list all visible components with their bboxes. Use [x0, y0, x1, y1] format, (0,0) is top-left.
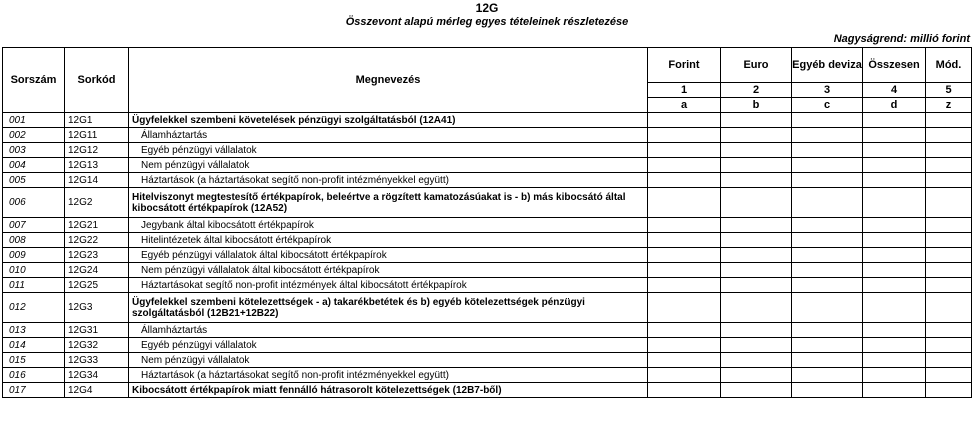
value-cell-forint[interactable]	[648, 173, 721, 188]
value-cell-mod[interactable]	[926, 353, 972, 368]
value-cell-mod[interactable]	[926, 368, 972, 383]
table-row	[3, 188, 972, 218]
table-row	[3, 263, 972, 278]
row-serial: 006	[3, 188, 65, 218]
row-name: Hitelviszonyt megtestesítő értékpapírok, beleértve a rögzített kamatozásúakat is - b) más kibocsátó által kibocsátott értékpapírok (12A52)	[129, 188, 648, 218]
col-header-code: Sorkód	[65, 48, 129, 113]
row-code: 12G3	[65, 293, 129, 323]
value-cell-total[interactable]	[863, 248, 926, 263]
column-letter-cell: z	[926, 98, 972, 113]
row-serial: 007	[3, 218, 65, 233]
row-code: 12G34	[65, 368, 129, 383]
value-cell-other-currency[interactable]	[792, 323, 863, 338]
value-cell-mod[interactable]	[926, 278, 972, 293]
row-name: Nem pénzügyi vállalatok által kibocsátott értékpapírok	[129, 263, 648, 278]
value-cell-forint[interactable]	[648, 128, 721, 143]
row-code: 12G13	[65, 158, 129, 173]
row-code: 12G31	[65, 323, 129, 338]
col-header-other-currency: Egyéb deviza	[792, 48, 863, 83]
row-code: 12G33	[65, 353, 129, 368]
value-cell-total[interactable]	[863, 128, 926, 143]
value-cell-mod[interactable]	[926, 218, 972, 233]
value-cell-forint[interactable]	[648, 338, 721, 353]
value-cell-other-currency[interactable]	[792, 128, 863, 143]
column-letter-cell: d	[863, 98, 926, 113]
row-code: 12G14	[65, 173, 129, 188]
table-row	[3, 128, 972, 143]
value-cell-total[interactable]	[863, 353, 926, 368]
row-serial: 004	[3, 158, 65, 173]
value-cell-euro[interactable]	[721, 158, 792, 173]
value-cell-forint[interactable]	[648, 263, 721, 278]
value-cell-total[interactable]	[863, 158, 926, 173]
value-cell-total[interactable]	[863, 338, 926, 353]
value-cell-other-currency[interactable]	[792, 233, 863, 248]
value-cell-euro[interactable]	[721, 143, 792, 158]
value-cell-forint[interactable]	[648, 368, 721, 383]
value-cell-mod[interactable]	[926, 188, 972, 218]
column-number-cell: 4	[863, 83, 926, 98]
value-cell-other-currency[interactable]	[792, 293, 863, 323]
table-row	[3, 323, 972, 338]
table-row	[3, 368, 972, 383]
value-cell-forint[interactable]	[648, 218, 721, 233]
value-cell-mod[interactable]	[926, 143, 972, 158]
value-cell-other-currency[interactable]	[792, 173, 863, 188]
value-cell-mod[interactable]	[926, 113, 972, 128]
row-serial: 003	[3, 143, 65, 158]
row-serial: 014	[3, 338, 65, 353]
row-serial: 016	[3, 368, 65, 383]
value-cell-euro[interactable]	[721, 128, 792, 143]
value-cell-mod[interactable]	[926, 383, 972, 398]
value-cell-euro[interactable]	[721, 218, 792, 233]
value-cell-euro[interactable]	[721, 233, 792, 248]
value-cell-euro[interactable]	[721, 113, 792, 128]
value-cell-other-currency[interactable]	[792, 188, 863, 218]
row-name: Kibocsátott értékpapírok miatt fennálló hátrasorolt kötelezettségek (12B7-ből)	[129, 383, 648, 398]
value-cell-total[interactable]	[863, 218, 926, 233]
value-cell-euro[interactable]	[721, 188, 792, 218]
row-serial: 002	[3, 128, 65, 143]
row-serial: 010	[3, 263, 65, 278]
table-row	[3, 113, 972, 128]
row-serial: 008	[3, 233, 65, 248]
row-code: 12G2	[65, 188, 129, 218]
column-letter-cell: a	[648, 98, 721, 113]
row-name: Nem pénzügyi vállalatok	[129, 353, 648, 368]
value-cell-forint[interactable]	[648, 278, 721, 293]
value-cell-other-currency[interactable]	[792, 263, 863, 278]
value-cell-euro[interactable]	[721, 368, 792, 383]
table-row	[3, 218, 972, 233]
table-row	[3, 248, 972, 263]
value-cell-total[interactable]	[863, 368, 926, 383]
report-title: Összevont alapú mérleg egyes tételeinek részletezése	[345, 16, 629, 28]
value-cell-other-currency[interactable]	[792, 278, 863, 293]
unit-label: Nagyságrend: millió forint	[833, 33, 970, 45]
value-cell-other-currency[interactable]	[792, 248, 863, 263]
row-code: 12G23	[65, 248, 129, 263]
col-header-total: Összesen	[863, 48, 926, 83]
value-cell-total[interactable]	[863, 233, 926, 248]
row-name: Egyéb pénzügyi vállalatok	[129, 338, 648, 353]
column-letter-cell: b	[721, 98, 792, 113]
row-code: 12G24	[65, 263, 129, 278]
row-serial: 011	[3, 278, 65, 293]
value-cell-other-currency[interactable]	[792, 353, 863, 368]
value-cell-forint[interactable]	[648, 143, 721, 158]
value-cell-mod[interactable]	[926, 263, 972, 278]
col-header-name: Megnevezés	[129, 48, 648, 113]
value-cell-forint[interactable]	[648, 113, 721, 128]
row-code: 12G4	[65, 383, 129, 398]
table-row	[3, 278, 972, 293]
col-header-mod: Mód.	[926, 48, 972, 83]
row-code: 12G25	[65, 278, 129, 293]
value-cell-mod[interactable]	[926, 323, 972, 338]
value-cell-mod[interactable]	[926, 293, 972, 323]
value-cell-total[interactable]	[863, 383, 926, 398]
row-serial: 005	[3, 173, 65, 188]
row-serial: 013	[3, 323, 65, 338]
table-body	[3, 113, 972, 398]
report-code: 12G	[475, 1, 499, 15]
row-code: 12G12	[65, 143, 129, 158]
value-cell-euro[interactable]	[721, 278, 792, 293]
table-row	[3, 143, 972, 158]
value-cell-total[interactable]	[863, 113, 926, 128]
row-code: 12G11	[65, 128, 129, 143]
value-cell-euro[interactable]	[721, 173, 792, 188]
value-cell-other-currency[interactable]	[792, 113, 863, 128]
value-cell-other-currency[interactable]	[792, 158, 863, 173]
row-name: Jegybank által kibocsátott értékpapírok	[129, 218, 648, 233]
row-name: Nem pénzügyi vállalatok	[129, 158, 648, 173]
row-serial: 017	[3, 383, 65, 398]
row-name: Államháztartás	[129, 323, 648, 338]
row-name: Egyéb pénzügyi vállalatok	[129, 143, 648, 158]
value-cell-mod[interactable]	[926, 158, 972, 173]
value-cell-total[interactable]	[863, 263, 926, 278]
value-cell-other-currency[interactable]	[792, 143, 863, 158]
col-header-forint: Forint	[648, 48, 721, 83]
value-cell-total[interactable]	[863, 323, 926, 338]
value-cell-forint[interactable]	[648, 353, 721, 368]
row-serial: 012	[3, 293, 65, 323]
value-cell-forint[interactable]	[648, 158, 721, 173]
table-row	[3, 383, 972, 398]
value-cell-mod[interactable]	[926, 338, 972, 353]
value-cell-forint[interactable]	[648, 293, 721, 323]
value-cell-total[interactable]	[863, 173, 926, 188]
value-cell-other-currency[interactable]	[792, 368, 863, 383]
table-row	[3, 353, 972, 368]
row-serial: 001	[3, 113, 65, 128]
value-cell-forint[interactable]	[648, 188, 721, 218]
value-cell-euro[interactable]	[721, 353, 792, 368]
value-cell-euro[interactable]	[721, 383, 792, 398]
table-row	[3, 293, 972, 323]
row-serial: 015	[3, 353, 65, 368]
row-name: Háztartások (a háztartásokat segítő non-profit intézményekkel együtt)	[129, 173, 648, 188]
value-cell-forint[interactable]	[648, 323, 721, 338]
value-cell-euro[interactable]	[721, 248, 792, 263]
value-cell-euro[interactable]	[721, 263, 792, 278]
column-number-cell: 5	[926, 83, 972, 98]
value-cell-total[interactable]	[863, 278, 926, 293]
value-cell-mod[interactable]	[926, 173, 972, 188]
row-name: Háztartásokat segítő non-profit intézmények által kibocsátott értékpapírok	[129, 278, 648, 293]
col-header-serial: Sorszám	[3, 48, 65, 113]
value-cell-forint[interactable]	[648, 233, 721, 248]
col-header-euro: Euro	[721, 48, 792, 83]
value-cell-euro[interactable]	[721, 293, 792, 323]
row-code: 12G21	[65, 218, 129, 233]
row-name: Ügyfelekkel szembeni kötelezettségek - a) takarékbetétek és b) egyéb kötelezettségek pénzügyi szolgáltatásból (12B21+12B22)	[129, 293, 648, 323]
table-row	[3, 173, 972, 188]
value-cell-other-currency[interactable]	[792, 338, 863, 353]
row-code: 12G1	[65, 113, 129, 128]
value-cell-mod[interactable]	[926, 233, 972, 248]
value-cell-other-currency[interactable]	[792, 383, 863, 398]
row-code: 12G22	[65, 233, 129, 248]
row-name: Ügyfelekkel szembeni követelések pénzügyi szolgáltatásból (12A41)	[129, 113, 648, 128]
row-name: Egyéb pénzügyi vállalatok által kibocsátott értékpapírok	[129, 248, 648, 263]
table-row	[3, 233, 972, 248]
column-letter-cell: c	[792, 98, 863, 113]
value-cell-mod[interactable]	[926, 248, 972, 263]
row-name: Háztartások (a háztartásokat segítő non-profit intézményekkel együtt)	[129, 368, 648, 383]
value-cell-forint[interactable]	[648, 248, 721, 263]
balance-detail-table	[2, 47, 972, 398]
table-row	[3, 158, 972, 173]
value-cell-total[interactable]	[863, 188, 926, 218]
value-cell-euro[interactable]	[721, 338, 792, 353]
value-cell-mod[interactable]	[926, 128, 972, 143]
column-number-cell: 2	[721, 83, 792, 98]
row-serial: 009	[3, 248, 65, 263]
row-code: 12G32	[65, 338, 129, 353]
value-cell-euro[interactable]	[721, 323, 792, 338]
row-name: Államháztartás	[129, 128, 648, 143]
value-cell-forint[interactable]	[648, 383, 721, 398]
value-cell-other-currency[interactable]	[792, 218, 863, 233]
column-number-cell: 3	[792, 83, 863, 98]
row-name: Hitelintézetek által kibocsátott értékpapírok	[129, 233, 648, 248]
value-cell-total[interactable]	[863, 293, 926, 323]
column-number-cell: 1	[648, 83, 721, 98]
value-cell-total[interactable]	[863, 143, 926, 158]
table-row	[3, 338, 972, 353]
